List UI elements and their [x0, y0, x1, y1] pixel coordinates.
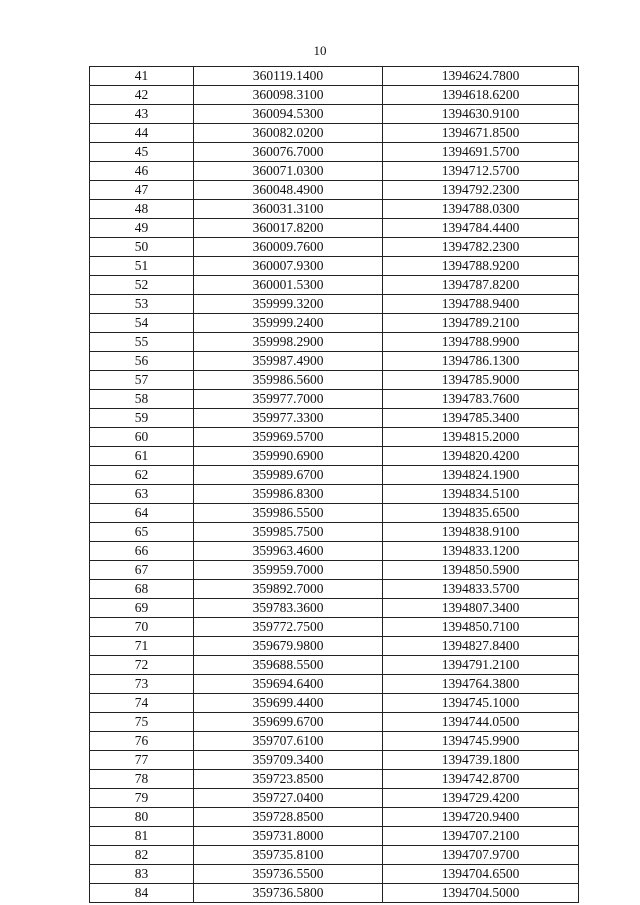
y-coordinate-cell: 1394739.1800 — [383, 751, 579, 770]
table-row — [90, 314, 579, 333]
point-number-cell: 79 — [90, 789, 194, 808]
point-number-cell: 60 — [90, 428, 194, 447]
y-coordinate-cell: 1394707.9700 — [383, 846, 579, 865]
y-coordinate-cell: 1394785.9000 — [383, 371, 579, 390]
y-coordinate-cell: 1394791.2100 — [383, 656, 579, 675]
point-number-cell: 67 — [90, 561, 194, 580]
point-number-cell: 56 — [90, 352, 194, 371]
point-number-cell: 64 — [90, 504, 194, 523]
y-coordinate-cell: 1394807.3400 — [383, 599, 579, 618]
table-row — [90, 295, 579, 314]
point-number-cell: 71 — [90, 637, 194, 656]
y-coordinate-cell: 1394833.1200 — [383, 542, 579, 561]
table-row — [90, 846, 579, 865]
point-number-cell: 69 — [90, 599, 194, 618]
table-row — [90, 238, 579, 257]
point-number-cell: 53 — [90, 295, 194, 314]
point-number-cell: 42 — [90, 86, 194, 105]
x-coordinate-cell: 360048.4900 — [194, 181, 383, 200]
x-coordinate-cell: 359892.7000 — [194, 580, 383, 599]
y-coordinate-cell: 1394618.6200 — [383, 86, 579, 105]
point-number-cell: 83 — [90, 865, 194, 884]
x-coordinate-cell: 359736.5500 — [194, 865, 383, 884]
y-coordinate-cell: 1394838.9100 — [383, 523, 579, 542]
table-row — [90, 181, 579, 200]
x-coordinate-cell: 360031.3100 — [194, 200, 383, 219]
table-row — [90, 618, 579, 637]
x-coordinate-cell: 359707.6100 — [194, 732, 383, 751]
x-coordinate-cell: 359728.8500 — [194, 808, 383, 827]
x-coordinate-cell: 359731.8000 — [194, 827, 383, 846]
point-number-cell: 59 — [90, 409, 194, 428]
point-number-cell: 52 — [90, 276, 194, 295]
table-row — [90, 694, 579, 713]
coordinates-table-body — [90, 67, 579, 903]
point-number-cell: 70 — [90, 618, 194, 637]
y-coordinate-cell: 1394786.1300 — [383, 352, 579, 371]
y-coordinate-cell: 1394782.2300 — [383, 238, 579, 257]
point-number-cell: 77 — [90, 751, 194, 770]
point-number-cell: 62 — [90, 466, 194, 485]
x-coordinate-cell: 360009.7600 — [194, 238, 383, 257]
x-coordinate-cell: 359699.4400 — [194, 694, 383, 713]
point-number-cell: 72 — [90, 656, 194, 675]
table-row — [90, 352, 579, 371]
point-number-cell: 81 — [90, 827, 194, 846]
y-coordinate-cell: 1394624.7800 — [383, 67, 579, 86]
point-number-cell: 73 — [90, 675, 194, 694]
table-row — [90, 789, 579, 808]
table-row — [90, 732, 579, 751]
y-coordinate-cell: 1394815.2000 — [383, 428, 579, 447]
y-coordinate-cell: 1394785.3400 — [383, 409, 579, 428]
y-coordinate-cell: 1394742.8700 — [383, 770, 579, 789]
y-coordinate-cell: 1394787.8200 — [383, 276, 579, 295]
table-row — [90, 219, 579, 238]
y-coordinate-cell: 1394850.7100 — [383, 618, 579, 637]
x-coordinate-cell: 359999.3200 — [194, 295, 383, 314]
table-row — [90, 561, 579, 580]
y-coordinate-cell: 1394788.9200 — [383, 257, 579, 276]
x-coordinate-cell: 359989.6700 — [194, 466, 383, 485]
point-number-cell: 46 — [90, 162, 194, 181]
table-row — [90, 390, 579, 409]
point-number-cell: 51 — [90, 257, 194, 276]
x-coordinate-cell: 359699.6700 — [194, 713, 383, 732]
point-number-cell: 80 — [90, 808, 194, 827]
table-row — [90, 485, 579, 504]
point-number-cell: 76 — [90, 732, 194, 751]
x-coordinate-cell: 359963.4600 — [194, 542, 383, 561]
table-row — [90, 808, 579, 827]
table-row — [90, 257, 579, 276]
y-coordinate-cell: 1394744.0500 — [383, 713, 579, 732]
x-coordinate-cell: 359727.0400 — [194, 789, 383, 808]
x-coordinate-cell: 359998.2900 — [194, 333, 383, 352]
table-row — [90, 713, 579, 732]
y-coordinate-cell: 1394835.6500 — [383, 504, 579, 523]
point-number-cell: 54 — [90, 314, 194, 333]
point-number-cell: 75 — [90, 713, 194, 732]
table-row — [90, 542, 579, 561]
x-coordinate-cell: 359783.3600 — [194, 599, 383, 618]
table-row — [90, 599, 579, 618]
x-coordinate-cell: 359688.5500 — [194, 656, 383, 675]
y-coordinate-cell: 1394834.5100 — [383, 485, 579, 504]
x-coordinate-cell: 359986.8300 — [194, 485, 383, 504]
table-row — [90, 675, 579, 694]
y-coordinate-cell: 1394704.6500 — [383, 865, 579, 884]
table-row — [90, 827, 579, 846]
y-coordinate-cell: 1394833.5700 — [383, 580, 579, 599]
point-number-cell: 68 — [90, 580, 194, 599]
table-row — [90, 580, 579, 599]
y-coordinate-cell: 1394745.9900 — [383, 732, 579, 751]
point-number-cell: 58 — [90, 390, 194, 409]
table-row — [90, 656, 579, 675]
table-row — [90, 884, 579, 903]
y-coordinate-cell: 1394691.5700 — [383, 143, 579, 162]
y-coordinate-cell: 1394712.5700 — [383, 162, 579, 181]
table-row — [90, 200, 579, 219]
y-coordinate-cell: 1394788.9400 — [383, 295, 579, 314]
x-coordinate-cell: 359709.3400 — [194, 751, 383, 770]
table-row — [90, 67, 579, 86]
point-number-cell: 41 — [90, 67, 194, 86]
point-number-cell: 78 — [90, 770, 194, 789]
point-number-cell: 48 — [90, 200, 194, 219]
x-coordinate-cell: 360082.0200 — [194, 124, 383, 143]
x-coordinate-cell: 359987.4900 — [194, 352, 383, 371]
point-number-cell: 61 — [90, 447, 194, 466]
point-number-cell: 47 — [90, 181, 194, 200]
table-row — [90, 447, 579, 466]
point-number-cell: 49 — [90, 219, 194, 238]
x-coordinate-cell: 359999.2400 — [194, 314, 383, 333]
table-row — [90, 162, 579, 181]
point-number-cell: 45 — [90, 143, 194, 162]
y-coordinate-cell: 1394792.2300 — [383, 181, 579, 200]
table-row — [90, 333, 579, 352]
y-coordinate-cell: 1394788.0300 — [383, 200, 579, 219]
x-coordinate-cell: 359985.7500 — [194, 523, 383, 542]
x-coordinate-cell: 360098.3100 — [194, 86, 383, 105]
x-coordinate-cell: 359986.5600 — [194, 371, 383, 390]
table-row — [90, 504, 579, 523]
point-number-cell: 63 — [90, 485, 194, 504]
y-coordinate-cell: 1394704.5000 — [383, 884, 579, 903]
x-coordinate-cell: 359694.6400 — [194, 675, 383, 694]
y-coordinate-cell: 1394789.2100 — [383, 314, 579, 333]
x-coordinate-cell: 360001.5300 — [194, 276, 383, 295]
x-coordinate-cell: 359990.6900 — [194, 447, 383, 466]
x-coordinate-cell: 360007.9300 — [194, 257, 383, 276]
y-coordinate-cell: 1394729.4200 — [383, 789, 579, 808]
point-number-cell: 57 — [90, 371, 194, 390]
y-coordinate-cell: 1394827.8400 — [383, 637, 579, 656]
x-coordinate-cell: 359969.5700 — [194, 428, 383, 447]
page-number: 10 — [313, 43, 327, 58]
point-number-cell: 82 — [90, 846, 194, 865]
table-row — [90, 865, 579, 884]
x-coordinate-cell: 359977.3300 — [194, 409, 383, 428]
point-number-cell: 43 — [90, 105, 194, 124]
table-row — [90, 751, 579, 770]
point-number-cell: 74 — [90, 694, 194, 713]
table-row — [90, 105, 579, 124]
table-row — [90, 523, 579, 542]
x-coordinate-cell: 359977.7000 — [194, 390, 383, 409]
table-row — [90, 770, 579, 789]
x-coordinate-cell: 359959.7000 — [194, 561, 383, 580]
x-coordinate-cell: 359736.5800 — [194, 884, 383, 903]
table-row — [90, 637, 579, 656]
table-row — [90, 428, 579, 447]
y-coordinate-cell: 1394850.5900 — [383, 561, 579, 580]
table-row — [90, 143, 579, 162]
point-number-cell: 44 — [90, 124, 194, 143]
point-number-cell: 65 — [90, 523, 194, 542]
y-coordinate-cell: 1394784.4400 — [383, 219, 579, 238]
y-coordinate-cell: 1394630.9100 — [383, 105, 579, 124]
x-coordinate-cell: 359986.5500 — [194, 504, 383, 523]
y-coordinate-cell: 1394671.8500 — [383, 124, 579, 143]
table-row — [90, 371, 579, 390]
point-number-cell: 84 — [90, 884, 194, 903]
coordinates-table — [89, 66, 579, 903]
y-coordinate-cell: 1394824.1900 — [383, 466, 579, 485]
x-coordinate-cell: 360071.0300 — [194, 162, 383, 181]
point-number-cell: 55 — [90, 333, 194, 352]
point-number-cell: 66 — [90, 542, 194, 561]
y-coordinate-cell: 1394745.1000 — [383, 694, 579, 713]
y-coordinate-cell: 1394788.9900 — [383, 333, 579, 352]
x-coordinate-cell: 359679.9800 — [194, 637, 383, 656]
y-coordinate-cell: 1394783.7600 — [383, 390, 579, 409]
y-coordinate-cell: 1394764.3800 — [383, 675, 579, 694]
x-coordinate-cell: 360017.8200 — [194, 219, 383, 238]
table-row — [90, 124, 579, 143]
table-row — [90, 276, 579, 295]
table-row — [90, 409, 579, 428]
x-coordinate-cell: 359735.8100 — [194, 846, 383, 865]
y-coordinate-cell: 1394720.9400 — [383, 808, 579, 827]
y-coordinate-cell: 1394820.4200 — [383, 447, 579, 466]
point-number-cell: 50 — [90, 238, 194, 257]
table-row — [90, 466, 579, 485]
x-coordinate-cell: 360076.7000 — [194, 143, 383, 162]
table-row — [90, 86, 579, 105]
x-coordinate-cell: 359723.8500 — [194, 770, 383, 789]
x-coordinate-cell: 359772.7500 — [194, 618, 383, 637]
x-coordinate-cell: 360094.5300 — [194, 105, 383, 124]
x-coordinate-cell: 360119.1400 — [194, 67, 383, 86]
y-coordinate-cell: 1394707.2100 — [383, 827, 579, 846]
